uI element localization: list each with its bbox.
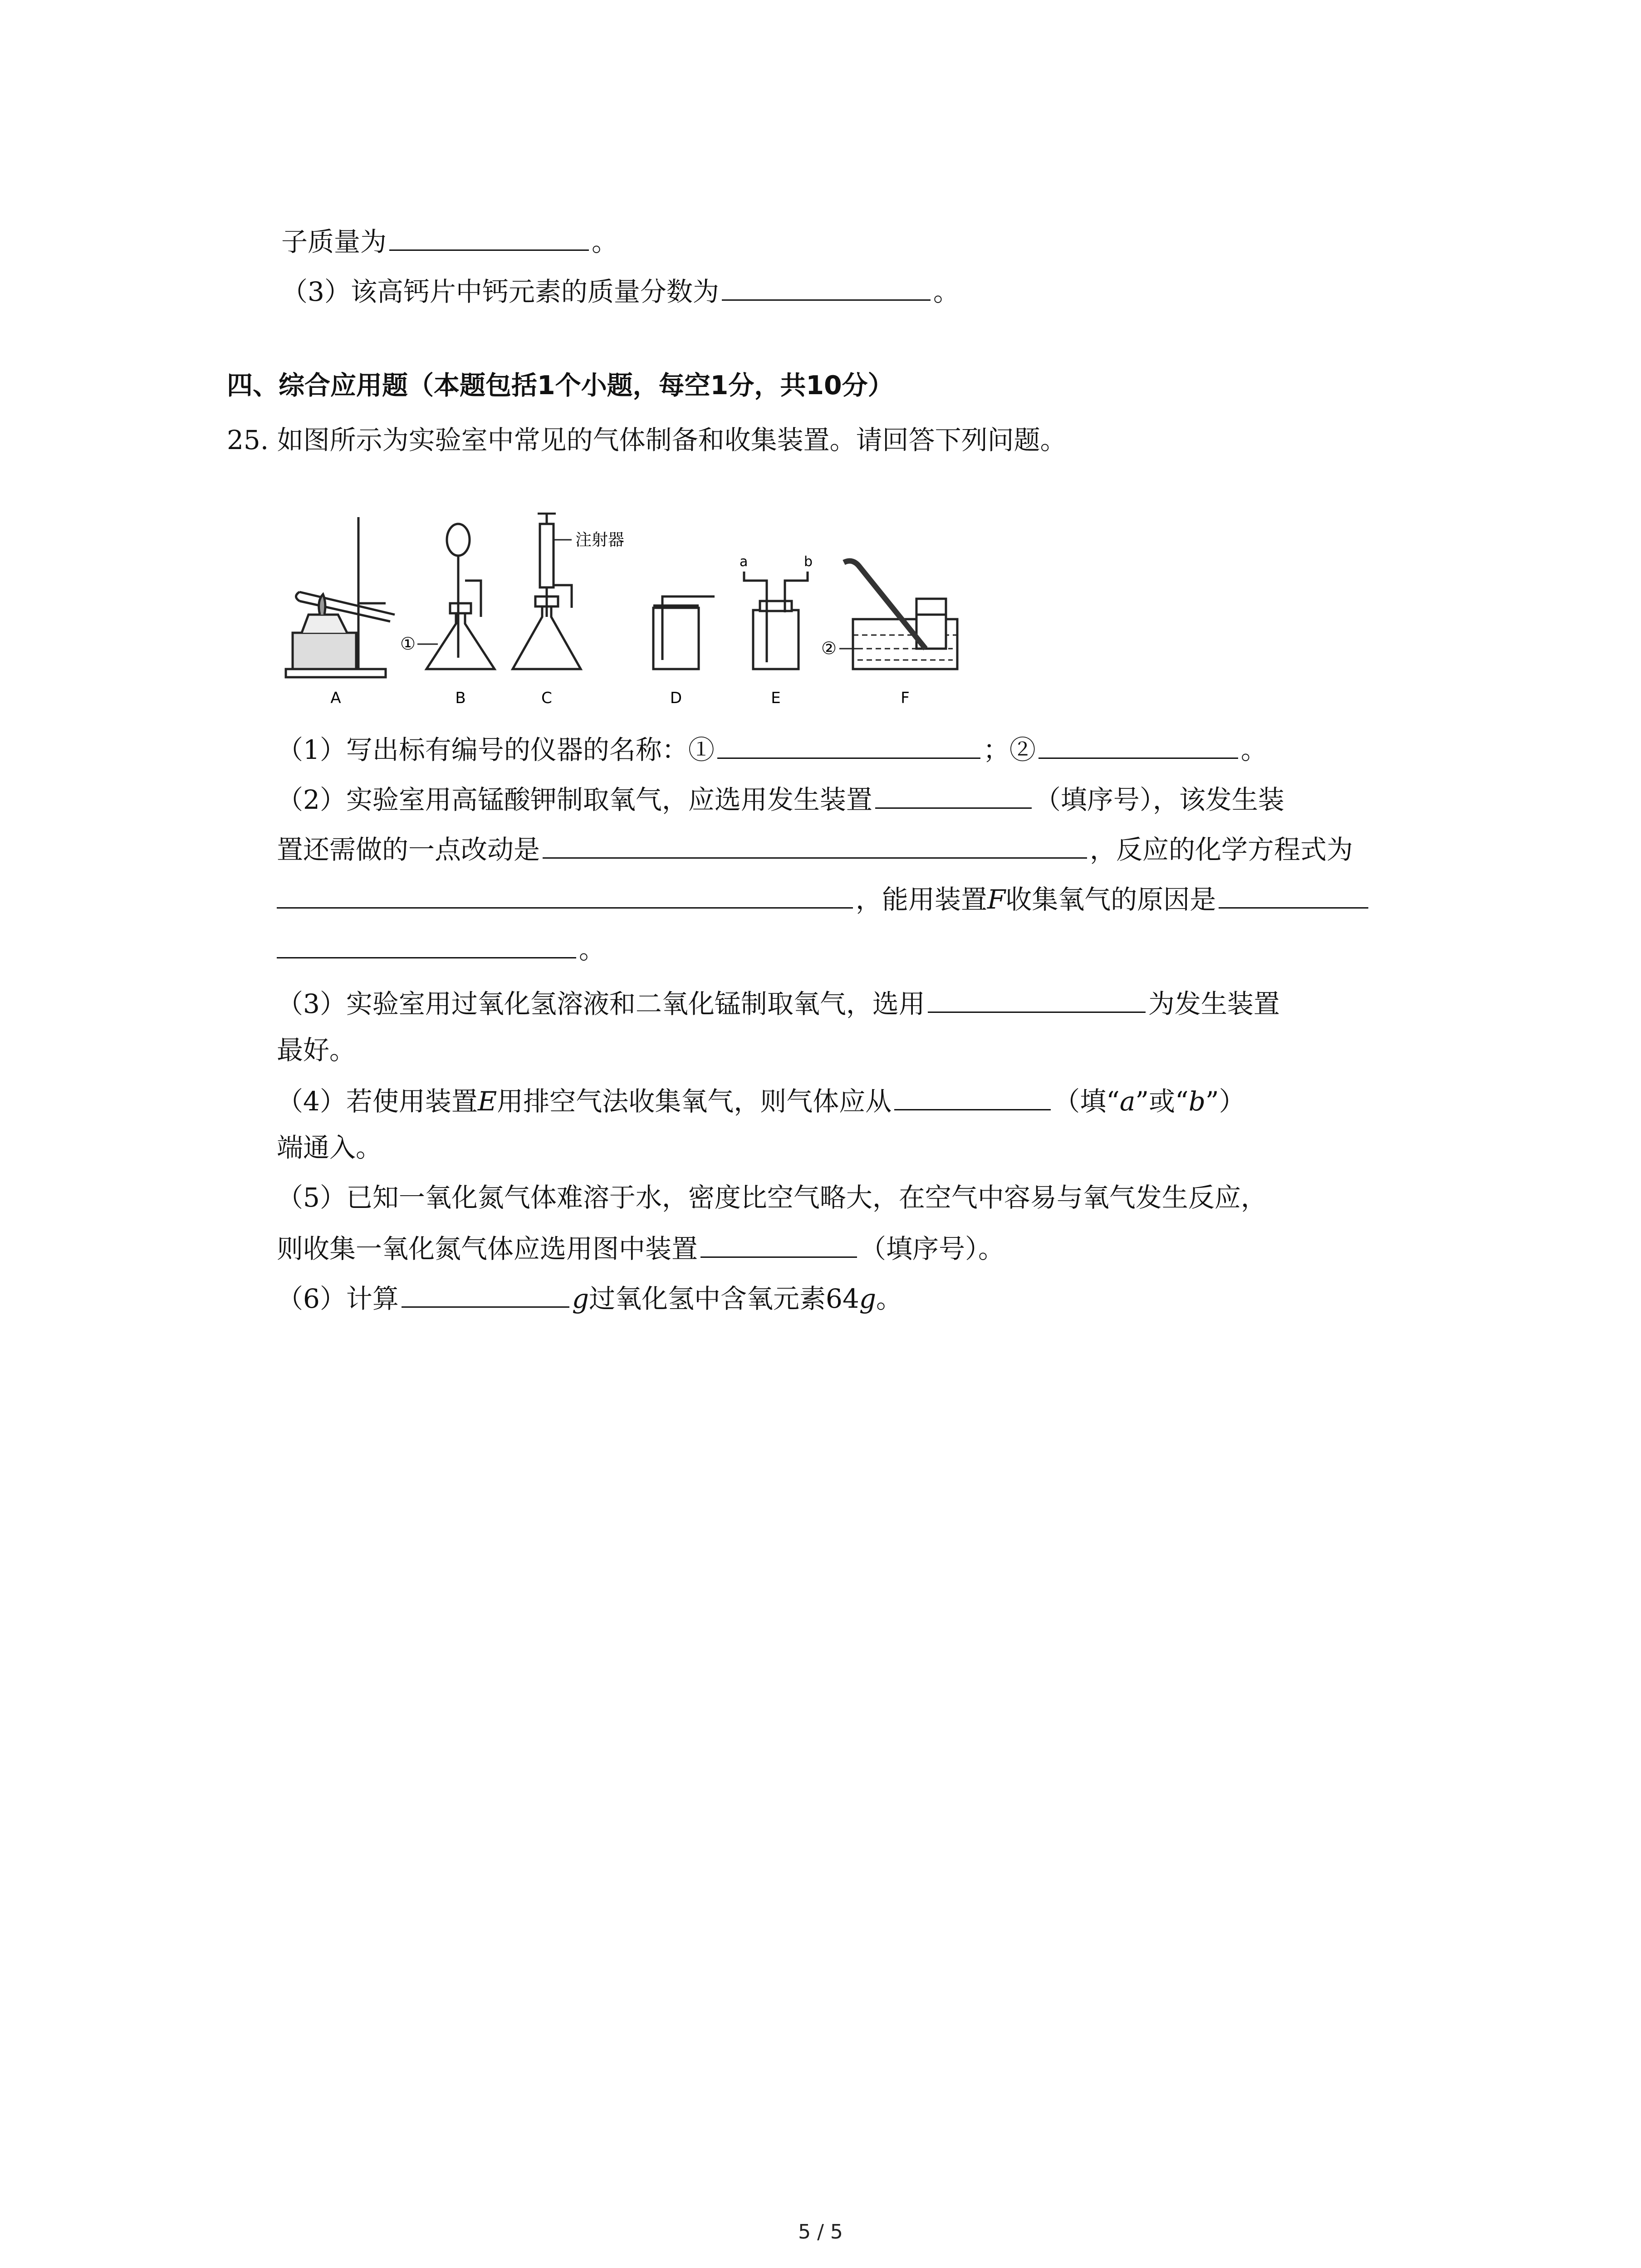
apparatus-d [653,596,715,669]
sub1-end: 。 [1240,734,1267,765]
sub4-c: （填“ [1053,1086,1120,1117]
sub2-c: 置还需做的一点改动是 [277,834,540,865]
sub-question-2-line1 [277,780,1284,818]
sub4-b: 用排空气法收集氧气，则气体应从 [497,1086,892,1117]
answer-blank-8[interactable] [894,1082,1051,1110]
sub6-unit: g [572,1283,589,1314]
sub-question-2-line2 [277,830,1353,868]
answer-blank-6-cont[interactable] [277,930,576,958]
prev-line-text: 子质量为 [281,226,387,257]
port-b-label: b [804,554,813,570]
sub6-end: 。 [876,1283,903,1314]
sub-question-4-line2: 端通入。 [277,1132,382,1163]
answer-blank[interactable] [389,222,589,251]
answer-blank-9[interactable] [700,1229,857,1258]
answer-blank-1[interactable] [717,730,980,759]
q3-text: （3）该高钙片中钙元素的质量分数为 [281,276,719,307]
figure-label-f: F [901,689,910,707]
apparatus-c [513,513,581,669]
figure-label-c: C [541,689,552,707]
sub2-end: 。 [579,934,606,965]
sub-question-5-line1: （5）已知一氧化氮气体难溶于水，密度比空气略大，在空气中容易与氧气发生反应， [277,1182,1267,1213]
sub-question-1 [277,730,1267,768]
prev-line-end: 。 [592,226,618,257]
sub2-b: （填序号），该发生装 [1034,784,1284,815]
sub-question-2-line4 [277,930,605,968]
prev-q3-line [281,272,960,310]
sub2-d: ，反应的化学方程式为 [1090,834,1353,865]
sub3-a: （3）实验室用过氧化氢溶液和二氧化锰制取氧气，选用 [277,988,925,1019]
port-a-label: a [740,554,748,570]
sub4-var-a: a [1119,1086,1136,1117]
section-title: 四、综合应用题（本题包括1个小题，每空1分，共10分） [227,371,894,401]
sub4-a: （4）若使用装置 [277,1086,478,1117]
figure-label-d: D [670,689,682,707]
marker-2: ② [821,638,837,658]
figure-label-b: B [455,689,466,707]
sub-question-3-line1 [277,984,1280,1022]
answer-blank-2[interactable] [1038,730,1238,759]
figure-label-a: A [330,689,341,707]
answer-blank-3[interactable] [875,780,1032,809]
apparatus-e [744,572,808,669]
lab-apparatus-figure [281,513,962,721]
sub-question-4-line1 [277,1082,1245,1119]
sub5-c: （填序号）。 [860,1233,1005,1264]
sub-question-2-line3 [277,880,1371,918]
sub6-a: （6）计算 [277,1283,399,1314]
sub4-var-e: E [477,1086,497,1117]
answer-blank-4[interactable] [543,830,1087,859]
apparatus-b [417,524,495,669]
sub4-or: ”或“ [1135,1086,1189,1117]
question-25-stem: 25. 如图所示为实验室中常见的气体制备和收集装置。请回答下列问题。 [227,425,1067,455]
sub2-var-f: F [987,884,1006,915]
sub5-b: 则收集一氧化氮气体应选用图中装置 [277,1233,698,1264]
sub1-mid: ；② [983,734,1036,765]
sub6-b: 过氧化氢中含氧元素64 [589,1283,859,1314]
answer-blank-6[interactable] [1219,880,1368,909]
apparatus-a [286,517,395,677]
sub6-unit2: g [859,1283,876,1314]
answer-blank-5[interactable] [277,880,853,909]
sub2-a: （2）实验室用高锰酸钾制取氧气，应选用发生装置 [277,784,872,815]
answer-blank-10[interactable] [402,1279,569,1308]
sub1-text: （1）写出标有编号的仪器的名称：① [277,734,715,765]
apparatus-f [839,561,957,669]
prev-question-line [281,222,618,260]
sub4-close: ”） [1205,1086,1245,1117]
answer-blank[interactable] [722,272,931,301]
sub-question-6 [277,1279,902,1317]
sub-question-5-line2 [277,1229,1004,1267]
sub4-var-b: b [1188,1086,1205,1117]
figure-label-e: E [771,689,781,707]
answer-blank-7[interactable] [928,984,1146,1013]
sub2-e: ，能用装置 [856,884,988,915]
sub3-b: 为发生装置 [1148,988,1280,1019]
q3-end: 。 [933,276,960,307]
sub-question-3-line2: 最好。 [277,1035,356,1066]
sub2-g: 收集氧气的原因是 [1005,884,1216,915]
syringe-label: 注射器 [575,531,625,549]
marker-1: ① [400,634,416,654]
page-number: 5 / 5 [798,2220,843,2244]
